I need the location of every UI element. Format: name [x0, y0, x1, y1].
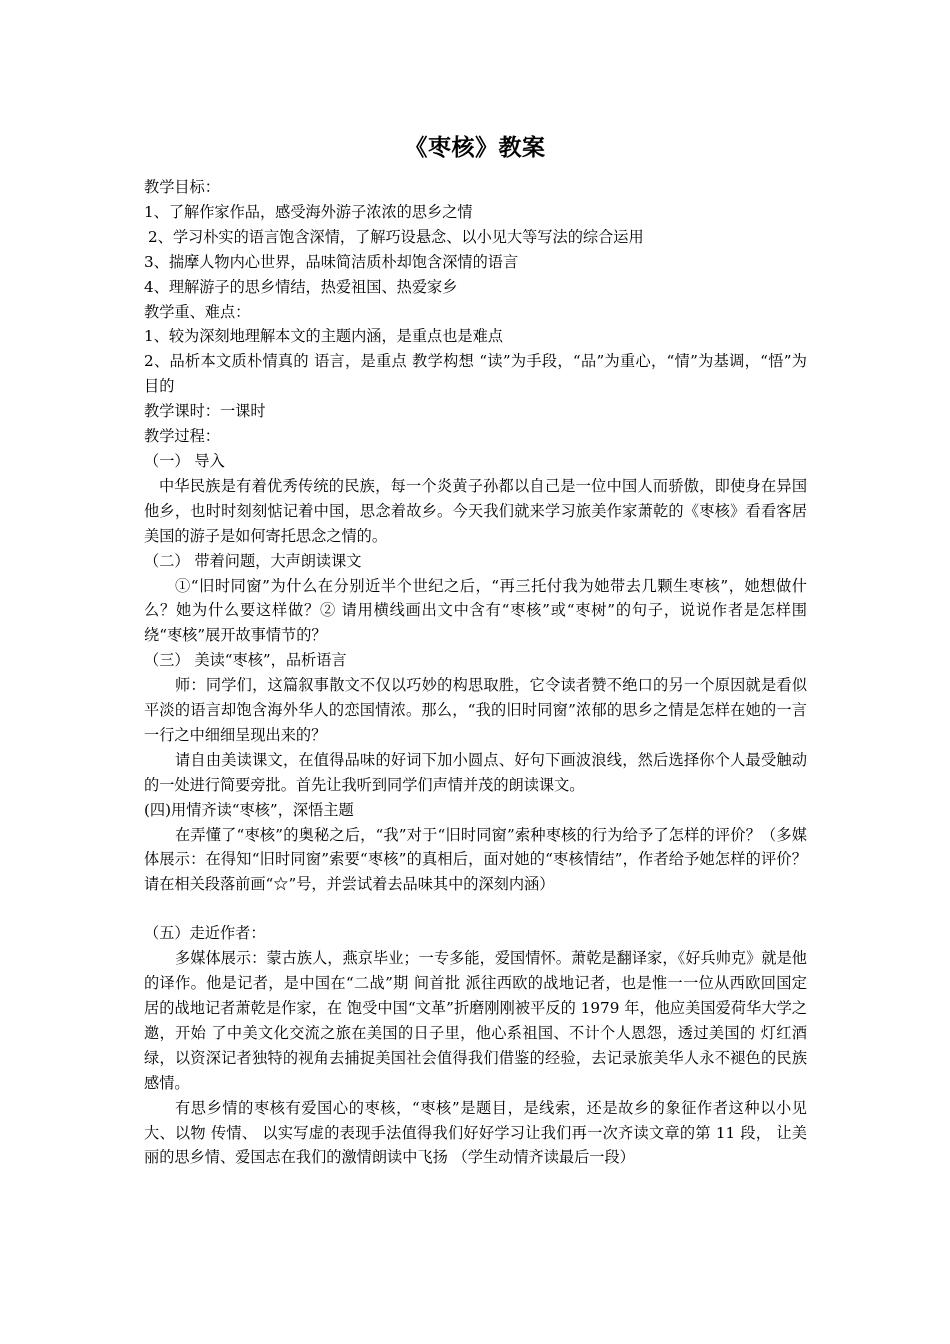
document-title: 《枣核》教案 — [404, 134, 546, 161]
objectives-heading: 教学目标： — [144, 178, 220, 196]
key-point-item: 2、品析本文质朴情真的 语言，是重点 教学构想 “读”为手段，“品”为重心，“情”为基调，“悟”为目的 — [144, 352, 807, 396]
section-heading: （三） 美读“枣核”，品析语言 — [144, 651, 347, 670]
section-paragraph: 师：同学们，这篇叙事散文不仅以巧妙的构思取胜，它令读者赞不绝口的另一个原因就是看似平淡的语言却饱含海外华人的恋国情浓。那么，“我的旧时同窗”浓郁的思乡之情是怎样在她的一言一行之中细细呈现出来的？ — [144, 676, 807, 744]
blank-line — [144, 897, 807, 921]
objective-item: 3、揣摩人物内心世界，品味简洁质朴却饱含深情的语言 — [144, 252, 519, 271]
teaching-hours: 教学课时：一课时 — [144, 402, 266, 421]
document-body — [144, 175, 807, 1170]
section-paragraph: 在弄懂了“枣核”的奥秘之后，“我”对于“旧时同窗”索种枣核的行为给予了怎样的评价？（多媒体展示：在得知“旧时同窗”索要“枣核”的真相后，面对她的“枣核情结”，作者给予她怎样的评价？请在相关段落前画“☆”号，并尝试着去品味其中的深刻内涵） — [144, 825, 807, 894]
objective-item: 4、理解游子的思乡情结，热爱祖国、热爱家乡 — [144, 277, 458, 296]
section-paragraph: 多媒体展示：蒙古族人，燕京毕业；一专多能，爱国情怀。萧乾是翻译家，《好兵帅克》就是他的译作。他是记者，是中国在“二战”期 间首批 派往西欧的战地记者，也是惟一一位从西欧回国定居的战地记者萧乾是作家，在 饱受中国“文革”折磨刚刚被平反的 1979 年，他应美国爱荷华大学之邀，开始 了中美文化交流之旅在美国的日子里，他心系祖国、不计个人恩怨，透过美国的 灯红酒绿，以资深记者独特的视角去捕捉美国社会值得我们借鉴的经验，去记录旅美华人永不褪色的民族感情。 — [144, 949, 807, 1092]
section-paragraph: 请自由美读课文，在值得品味的好词下加小圆点、好句下画波浪线，然后选择你个人最受触动的一处进行简要旁批。首先让我听到同学们声情并茂的朗读课文。 — [144, 750, 807, 794]
section-paragraph: ①“旧时同窗”为什么在分别近半个世纪之后，“再三托付我为她带去几颗生枣核”，她想做什么？她为什么要这样做？② 请用横线画出文中含有“枣核”或“枣树”的句子，说说作者是怎样围绕“枣核”展开故事情节的？ — [144, 576, 807, 645]
section-heading: （五）走近作者： — [144, 924, 266, 943]
section-paragraph: 有思乡情的枣核有爱国心的枣核，“枣核”是题目，是线索，还是故乡的象征作者这种以小见大、以物 传情、 以实写虚的表现手法值得我们好好学习让我们再一次齐读文章的第 11 段， 让美丽的思乡情、爱国志在我们的激情朗读中飞扬 （学生动情齐读最后一段） — [144, 1098, 807, 1167]
objective-item: 2、学习朴实的语言饱含深情，了解巧设悬念、以小见大等写法的综合运用 — [148, 227, 644, 246]
key-point-item: 1、较为深刻地理解本文的主题内涵，是重点也是难点 — [144, 327, 503, 346]
section-heading: （二） 带着问题，大声朗读课文 — [144, 551, 362, 570]
section-paragraph: 中华民族是有着优秀传统的民族，每一个炎黄子孙都以自己是一位中国人而骄傲，即使身在异国他乡，也时时刻刻惦记着中国，思念着故乡。今天我们就来学习旅美作家萧乾的《枣核》看看客居美国的游子是如何寄托思念之情的。 — [144, 476, 807, 545]
process-heading: 教学过程： — [144, 427, 220, 446]
section-heading: （一） 导入 — [144, 451, 225, 470]
section-heading: (四)用情齐读“枣核”，深悟主题 — [144, 800, 354, 819]
objective-item: 1、了解作家作品，感受海外游子浓浓的思乡之情 — [144, 202, 473, 221]
key-points-heading: 教学重、难点： — [144, 302, 251, 321]
